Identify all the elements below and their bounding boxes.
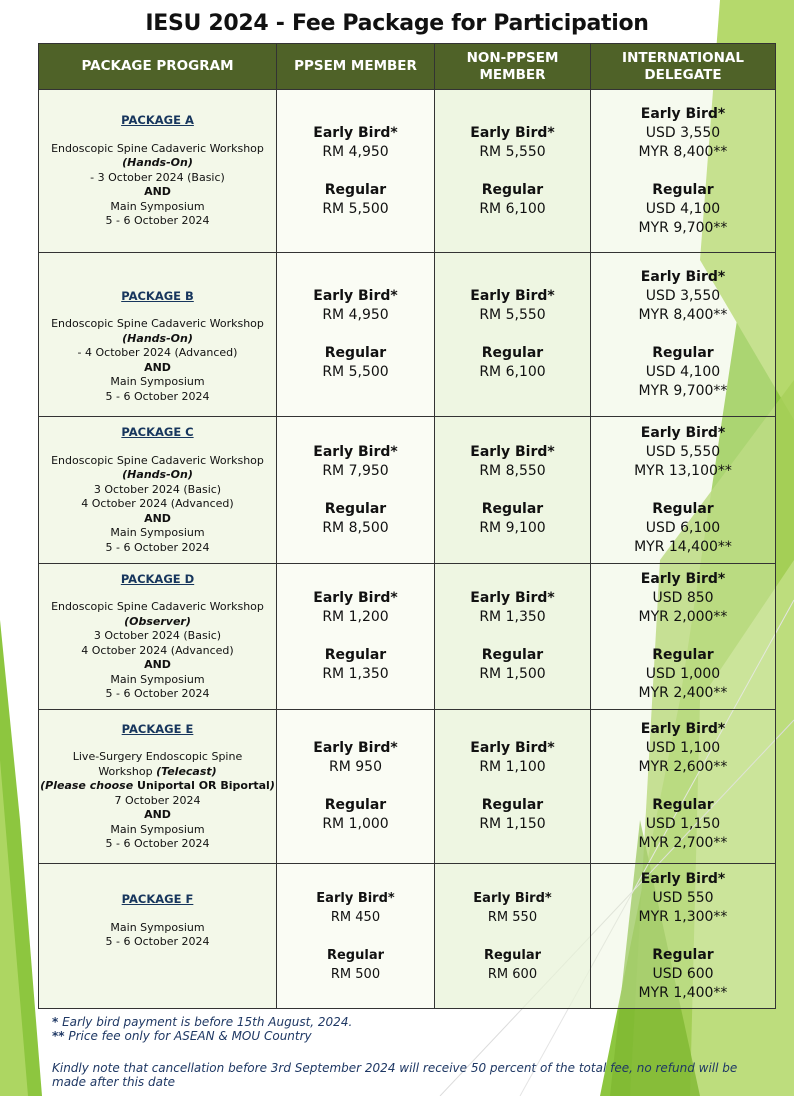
early-bird-label: Early Bird* [640, 721, 726, 737]
package-f-name: PACKAGE F [121, 892, 194, 907]
early-bird-label: Early Bird* [313, 124, 398, 141]
package-f-cell [39, 864, 277, 1009]
regular-label: Regular [652, 345, 714, 361]
regular-usd: USD 4,100 [645, 364, 721, 380]
page-title: IESU 2024 - Fee Package for Participation [145, 11, 649, 36]
regular-label: Regular [481, 181, 544, 198]
package-desc-line: Main Symposium [110, 920, 205, 934]
regular-label: Regular [481, 797, 544, 813]
table-row [39, 864, 776, 1009]
package-c-name: PACKAGE C [121, 425, 194, 439]
ppsem-member-fee-cell [277, 417, 435, 564]
package-desc-line: Main Symposium [110, 822, 205, 836]
package-d-name: PACKAGE D [120, 571, 195, 586]
package-desc-line: Endoscopic Spine Cadaveric Workshop [51, 141, 264, 155]
early-bird-myr: MYR 8,400** [638, 307, 728, 323]
early-bird-label: Early Bird* [316, 890, 395, 906]
early-bird-label: Early Bird* [473, 890, 552, 906]
table-row [39, 253, 776, 417]
package-desc-text: Workshop [98, 764, 157, 778]
package-desc-line [39, 765, 276, 780]
package-desc-line: AND [144, 185, 171, 199]
package-desc-line: Main Symposium [110, 526, 205, 539]
regular-price: RM 5,500 [322, 364, 389, 380]
regular-myr: MYR 1,400** [638, 984, 728, 1001]
note-text: Price fee only for ASEAN & MOU Country [64, 1029, 312, 1043]
ppsem-member-fee-cell [277, 864, 435, 1009]
package-desc-line: 3 October 2024 (Basic) [93, 482, 222, 496]
early-bird-price: RM 8,550 [479, 462, 546, 479]
early-bird-myr: MYR 2,000** [638, 609, 728, 625]
early-bird-label: Early Bird* [313, 740, 398, 756]
package-desc-line: - 3 October 2024 (Basic) [90, 170, 225, 184]
package-desc-line: 4 October 2024 (Advanced) [81, 497, 234, 510]
table-row [39, 564, 776, 710]
package-desc-line: (Hands-On) [122, 331, 193, 345]
early-bird-label: Early Bird* [640, 424, 726, 441]
non-ppsem-member-fee-cell [435, 710, 591, 864]
regular-label: Regular [481, 647, 544, 663]
regular-myr: MYR 2,400** [638, 685, 728, 701]
regular-price: RM 8,500 [322, 519, 389, 536]
package-desc-line: 5 - 6 October 2024 [105, 687, 210, 700]
regular-price: RM 6,100 [479, 200, 546, 217]
regular-usd: USD 6,100 [645, 519, 721, 536]
package-desc-line: 4 October 2024 (Advanced) [81, 643, 234, 657]
international-fee-cell [591, 90, 776, 253]
note-mark: ** [52, 1029, 65, 1043]
package-desc-line: AND [144, 808, 171, 821]
non-ppsem-member-fee-cell [435, 90, 591, 253]
package-desc-line: AND [144, 658, 171, 671]
regular-label: Regular [481, 500, 544, 517]
package-e-name: PACKAGE E [121, 721, 194, 736]
early-bird-myr: MYR 1,300** [638, 908, 728, 925]
regular-label: Regular [652, 181, 714, 198]
early-bird-price: RM 450 [330, 909, 381, 925]
note-mark: * [52, 1015, 59, 1029]
regular-label: Regular [324, 797, 387, 813]
early-bird-price: RM 5,550 [479, 143, 546, 160]
footnotes [52, 1015, 772, 1089]
early-bird-label: Early Bird* [313, 288, 398, 304]
regular-label: Regular [326, 947, 385, 963]
early-bird-label: Early Bird* [470, 590, 555, 606]
package-desc-line: Endoscopic Spine Cadaveric Workshop [51, 317, 264, 331]
early-bird-myr: MYR 2,600** [638, 759, 728, 775]
package-desc-bold: Uniportal OR Biportal [137, 779, 270, 792]
regular-price: RM 500 [330, 966, 381, 982]
non-ppsem-member-fee-cell [435, 564, 591, 710]
early-bird-usd: USD 5,550 [645, 443, 721, 460]
regular-label: Regular [652, 797, 714, 813]
non-ppsem-member-fee-cell [435, 864, 591, 1009]
regular-label: Regular [324, 500, 387, 517]
regular-usd: USD 600 [652, 965, 714, 982]
early-bird-usd: USD 550 [652, 889, 714, 906]
package-desc-line: Main Symposium [110, 672, 205, 686]
early-bird-label: Early Bird* [640, 105, 726, 122]
table-row [39, 417, 776, 564]
price-note [52, 1029, 772, 1043]
cancellation-note: Kindly note that cancellation before 3rd September 2024 will receive 50 percent of the total fee, no refund will be made after this date [52, 1061, 738, 1089]
package-desc-line: Main Symposium [110, 199, 205, 213]
regular-label: Regular [481, 345, 544, 361]
package-desc-line: (Observer) [124, 614, 191, 628]
package-desc-line: 5 - 6 October 2024 [105, 389, 210, 403]
early-bird-price: RM 5,550 [479, 307, 546, 323]
package-desc-line: AND [144, 360, 171, 374]
early-bird-myr: MYR 13,100** [634, 462, 732, 479]
package-desc-line: Main Symposium [110, 375, 205, 389]
package-desc-italic: ) [269, 779, 275, 792]
early-bird-label: Early Bird* [470, 288, 555, 304]
regular-price: RM 6,100 [479, 364, 546, 380]
package-b-cell [39, 253, 277, 417]
package-desc-line: 5 - 6 October 2024 [105, 935, 210, 949]
non-ppsem-member-fee-cell [435, 253, 591, 417]
early-bird-label: Early Bird* [640, 571, 726, 587]
early-bird-label: Early Bird* [470, 740, 555, 756]
regular-label: Regular [324, 181, 387, 198]
regular-price: RM 1,000 [322, 816, 389, 832]
international-fee-cell [591, 710, 776, 864]
note-text: Early bird payment is before 15th August, 2024. [58, 1015, 353, 1029]
column-header-non-ppsem-member: NON-PPSEM MEMBER [435, 44, 591, 90]
regular-label: Regular [324, 345, 387, 361]
package-desc-line: 3 October 2024 (Basic) [93, 629, 222, 642]
early-bird-price: RM 7,950 [322, 462, 389, 479]
regular-usd: USD 1,000 [645, 666, 721, 682]
early-bird-usd: USD 3,550 [645, 288, 721, 304]
package-desc-line: AND [144, 511, 171, 525]
package-a-name: PACKAGE A [121, 113, 194, 128]
regular-price: RM 600 [487, 966, 538, 982]
regular-label: Regular [324, 647, 387, 663]
package-a-cell [39, 90, 277, 253]
package-desc-line: 5 - 6 October 2024 [105, 540, 210, 554]
package-desc-line: Endoscopic Spine Cadaveric Workshop [51, 453, 264, 467]
regular-myr: MYR 9,700** [638, 219, 728, 236]
non-ppsem-member-fee-cell [435, 417, 591, 564]
ppsem-member-fee-cell [277, 253, 435, 417]
early-bird-note [52, 1015, 772, 1029]
regular-label: Regular [652, 500, 714, 517]
package-d-cell [39, 564, 277, 710]
regular-label: Regular [652, 946, 714, 963]
early-bird-label: Early Bird* [640, 870, 726, 887]
package-desc-line: - 4 October 2024 (Advanced) [77, 346, 238, 360]
regular-label: Regular [652, 647, 714, 663]
table-row [39, 710, 776, 864]
table-row [39, 90, 776, 253]
regular-myr: MYR 9,700** [638, 383, 728, 399]
package-desc-line: 5 - 6 October 2024 [105, 214, 210, 228]
early-bird-label: Early Bird* [470, 443, 555, 460]
package-desc-italic: (Please choose [40, 779, 138, 792]
regular-price: RM 1,350 [322, 666, 389, 682]
package-desc-line: (Hands-On) [122, 468, 193, 481]
early-bird-label: Early Bird* [470, 124, 555, 141]
package-desc-italic: (Telecast) [156, 764, 217, 778]
early-bird-price: RM 4,950 [322, 307, 389, 323]
package-desc-line: Live-Surgery Endoscopic Spine [72, 750, 243, 763]
package-desc-line: 5 - 6 October 2024 [105, 837, 210, 850]
early-bird-price: RM 550 [487, 909, 538, 925]
regular-myr: MYR 14,400** [634, 538, 732, 555]
early-bird-label: Early Bird* [313, 443, 398, 460]
early-bird-label: Early Bird* [313, 590, 398, 606]
package-desc-line: 7 October 2024 [114, 793, 201, 807]
regular-price: RM 5,500 [322, 200, 389, 217]
early-bird-usd: USD 1,100 [645, 740, 721, 756]
package-c-cell [39, 417, 277, 564]
regular-price: RM 1,500 [479, 666, 546, 682]
international-fee-cell [591, 564, 776, 710]
column-header-ppsem-member: PPSEM MEMBER [277, 44, 435, 90]
package-e-cell [39, 710, 277, 864]
early-bird-usd: USD 3,550 [645, 124, 721, 141]
ppsem-member-fee-cell [277, 710, 435, 864]
international-fee-cell [591, 417, 776, 564]
early-bird-price: RM 950 [329, 759, 382, 775]
regular-usd: USD 4,100 [645, 200, 721, 217]
fee-table [38, 43, 776, 1009]
regular-label: Regular [483, 947, 542, 963]
ppsem-member-fee-cell [277, 90, 435, 253]
early-bird-label: Early Bird* [640, 269, 726, 285]
early-bird-price: RM 1,100 [479, 759, 546, 775]
international-fee-cell [591, 864, 776, 1009]
early-bird-price: RM 1,350 [479, 609, 546, 625]
early-bird-price: RM 4,950 [322, 143, 389, 160]
early-bird-usd: USD 850 [652, 590, 714, 606]
package-desc-line: Endoscopic Spine Cadaveric Workshop [51, 600, 264, 613]
regular-price: RM 1,150 [479, 816, 546, 832]
package-desc-line [39, 779, 276, 794]
package-desc-line: (Hands-On) [122, 156, 193, 170]
regular-myr: MYR 2,700** [638, 835, 728, 851]
package-b-name: PACKAGE B [121, 288, 194, 303]
regular-usd: USD 1,150 [645, 816, 721, 832]
international-fee-cell [591, 253, 776, 417]
ppsem-member-fee-cell [277, 564, 435, 710]
regular-price: RM 9,100 [479, 519, 546, 536]
table-header-row [39, 44, 776, 90]
column-header-international: INTERNATIONAL DELEGATE [591, 44, 776, 90]
early-bird-price: RM 1,200 [322, 609, 389, 625]
early-bird-myr: MYR 8,400** [638, 143, 728, 160]
column-header-package: PACKAGE PROGRAM [39, 44, 277, 90]
